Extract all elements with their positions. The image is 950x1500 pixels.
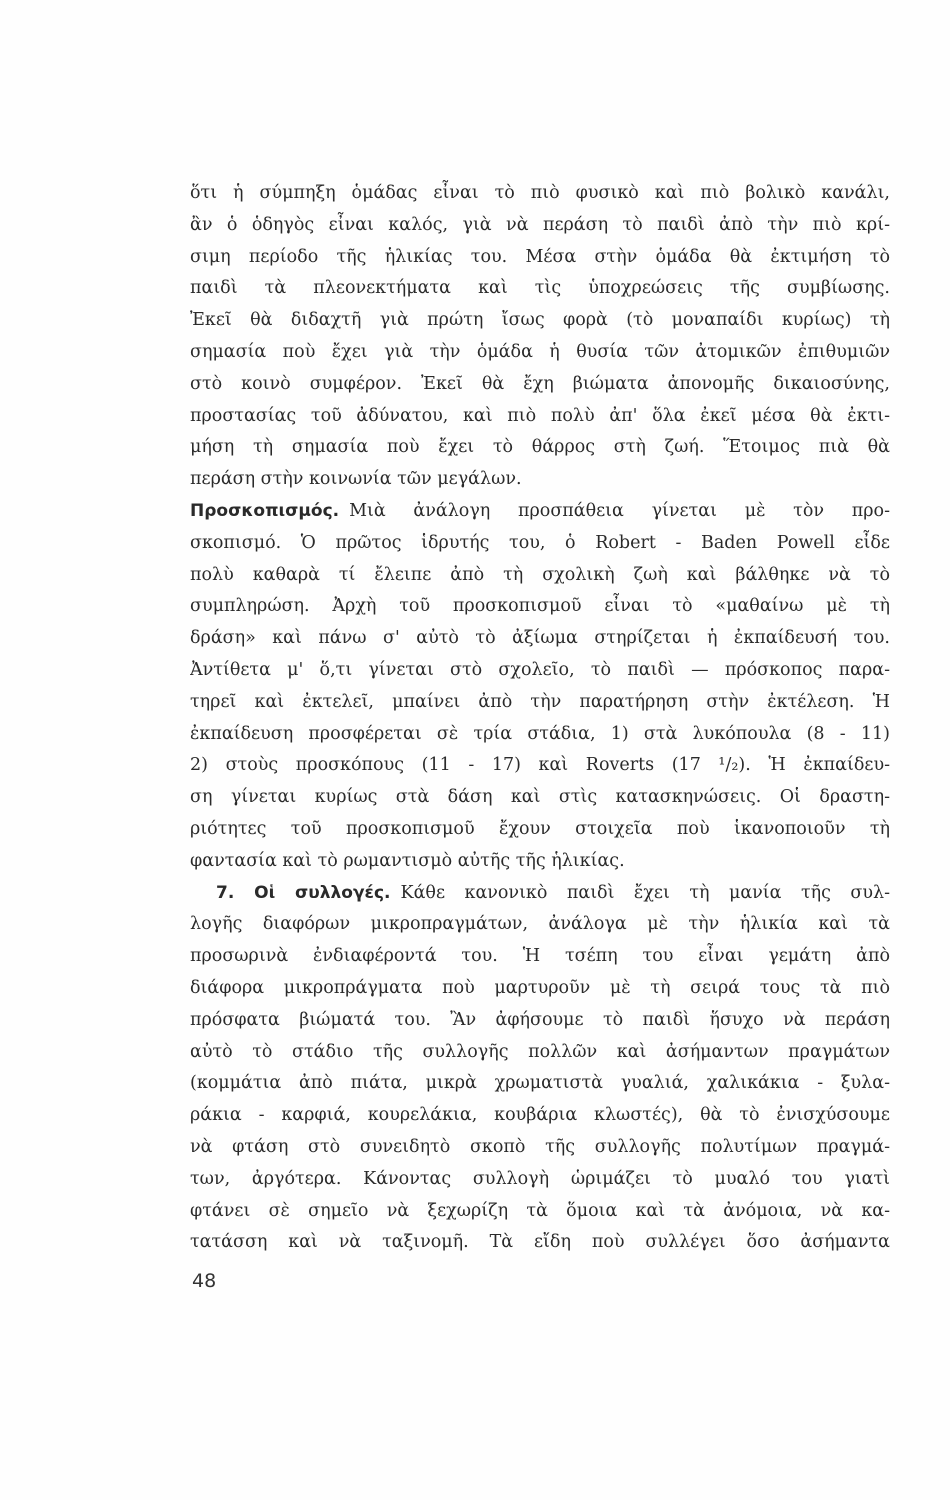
text-line: (κομμάτια ἀπὸ πιάτα, μικρὰ χρωματιστὰ γυαλιά, χαλικάκια - ξυλα-: [190, 1073, 890, 1094]
text-line: Ἐκεῖ θὰ διδαχτῆ γιὰ πρώτη ἴσως φορὰ (τὸ μοναπαίδι κυρίως) τὴ: [190, 310, 890, 331]
text-line: μήση τὴ σημασία ποὺ ἔχει τὸ θάρρος στὴ ζωή. Ἕτοιμος πιὰ θὰ: [190, 437, 890, 458]
scouting-heading: Προσκοπισμός.: [190, 500, 340, 521]
text-line: τατάσση καὶ νὰ ταξινομῆ. Τὰ εἴδη ποὺ συλλέγει ὅσο ἀσήμαντα: [190, 1232, 890, 1253]
text-line: ση γίνεται κυρίως στὰ δάση καὶ στὶς κατασκηνώσεις. Οἱ δραστη-: [190, 787, 890, 808]
text-line: συμπληρώση. Ἀρχὴ τοῦ προσκοπισμοῦ εἶναι τὸ «μαθαίνω μὲ τὴ: [190, 596, 890, 617]
text-line: παιδὶ τὰ πλεονεκτήματα καὶ τὶς ὑποχρεώσεις τῆς συμβίωσης.: [190, 278, 890, 299]
text-line: ριότητες τοῦ προσκοπισμοῦ ἔχουν στοιχεῖα ποὺ ἱκανοποιοῦν τὴ: [190, 818, 890, 839]
text-line: των, ἀργότερα. Κάνοντας συλλογὴ ὡριμάζει τὸ μυαλό του γιατὶ: [190, 1168, 890, 1189]
text-line: Ἀντίθετα μ' ὅ,τι γίνεται στὸ σχολεῖο, τὸ παιδὶ — πρόσκοπος παρα-: [190, 659, 890, 680]
text-line: δράση» καὶ πάνω σ' αὐτὸ τὸ ἀξίωμα στηρίζεται ἡ ἐκπαίδευσή του.: [190, 628, 890, 649]
text-line: προστασίας τοῦ ἀδύνατου, καὶ πιὸ πολὺ ἀπ' ὅλα ἐκεῖ μέσα θὰ ἐκτι-: [190, 405, 890, 426]
text-line: νὰ φτάση στὸ συνειδητὸ σκοπὸ τῆς συλλογῆς πολυτίμων πραγμά-: [190, 1136, 890, 1157]
text-line: πολὺ καθαρὰ τί ἔλειπε ἀπὸ τὴ σχολικὴ ζωὴ καὶ βάλθηκε νὰ τὸ: [190, 564, 890, 585]
text-line: σκοπισμό. Ὁ πρῶτος ἱδρυτής του, ὁ Robert - Baden Powell εἶδε: [190, 532, 890, 553]
text-line: στὸ κοινὸ συμφέρον. Ἐκεῖ θὰ ἔχη βιώματα ἀπονομῆς δικαιοσύνης,: [190, 373, 890, 394]
text-line: ράκια - καρφιά, κουρελάκια, κουβάρια κλωστές), θὰ τὸ ἐνισχύσουμε: [190, 1105, 890, 1126]
text-line: ἐκπαίδευση προσφέρεται σὲ τρία στάδια, 1) στὰ λυκόπουλα (8 - 11): [190, 723, 890, 744]
text-line: Μιὰ ἀνάλογη προσπάθεια γίνεται μὲ τὸν προ-: [349, 500, 890, 521]
page-number: 48: [192, 1270, 217, 1292]
text-line: ἂν ὁ ὁδηγὸς εἶναι καλός, γιὰ νὰ περάση τὸ παιδὶ ἀπὸ τὴν πιὸ κρί-: [190, 214, 890, 235]
text-line: Κάθε κανονικὸ παιδὶ ἔχει τὴ μανία τῆς συλ-: [400, 882, 890, 903]
text-line: περάση στὴν κοινωνία τῶν μεγάλων.: [190, 469, 522, 490]
text-line: ὅτι ἡ σύμπηξη ὁμάδας εἶναι τὸ πιὸ φυσικὸ καὶ πιὸ βολικὸ κανάλι,: [190, 183, 890, 203]
text-line: φτάνει σὲ σημεῖο νὰ ξεχωρίζη τὰ ὅμοια καὶ τὰ ἀνόμοια, νὰ κα-: [190, 1200, 890, 1221]
scouting-paragraph-start: [190, 496, 890, 528]
text-line: φαντασία καὶ τὸ ρωμαντισμὸ αὐτῆς τῆς ἡλικίας.: [190, 850, 625, 871]
collections-paragraph-start: [190, 878, 890, 910]
text-line: διάφορα μικροπράγματα ποὺ μαρτυροῦν μὲ τὴ σειρά τους τὰ πιὸ: [190, 977, 890, 998]
text-line: λογῆς διαφόρων μικροπραγμάτων, ἀνάλογα μὲ τὴν ἡλικία καὶ τὰ: [190, 914, 890, 935]
text-line: 2) στοὺς προσκόπους (11 - 17) καὶ Roverts (17 ¹/₂). Ἡ ἐκπαίδευ-: [190, 755, 890, 776]
text-line: σιμη περίοδο τῆς ἡλικίας του. Μέσα στὴν ὁμάδα θὰ ἐκτιμήση τὸ: [190, 246, 890, 267]
text-line: τηρεῖ καὶ ἐκτελεῖ, μπαίνει ἀπὸ τὴν παρατήρηση στὴν ἐκτέλεση. Ἡ: [190, 691, 890, 712]
text-line: σημασία ποὺ ἔχει γιὰ τὴν ὁμάδα ἡ θυσία τῶν ἀτομικῶν ἐπιθυμιῶν: [190, 341, 890, 362]
text-line: προσωρινὰ ἐνδιαφέροντά του. Ἡ τσέπη του εἶναι γεμάτη ἀπὸ: [190, 946, 890, 967]
collections-heading: 7. Οἱ συλλογές.: [216, 882, 391, 903]
text-line: πρόσφατα βιώματά του. Ἂν ἀφήσουμε τὸ παιδὶ ἥσυχο νὰ περάση: [190, 1009, 890, 1030]
text-line: αὐτὸ τὸ στάδιο τῆς συλλογῆς πολλῶν καὶ ἀσήμαντων πραγμάτων: [190, 1041, 890, 1062]
body-text: [190, 178, 890, 1259]
